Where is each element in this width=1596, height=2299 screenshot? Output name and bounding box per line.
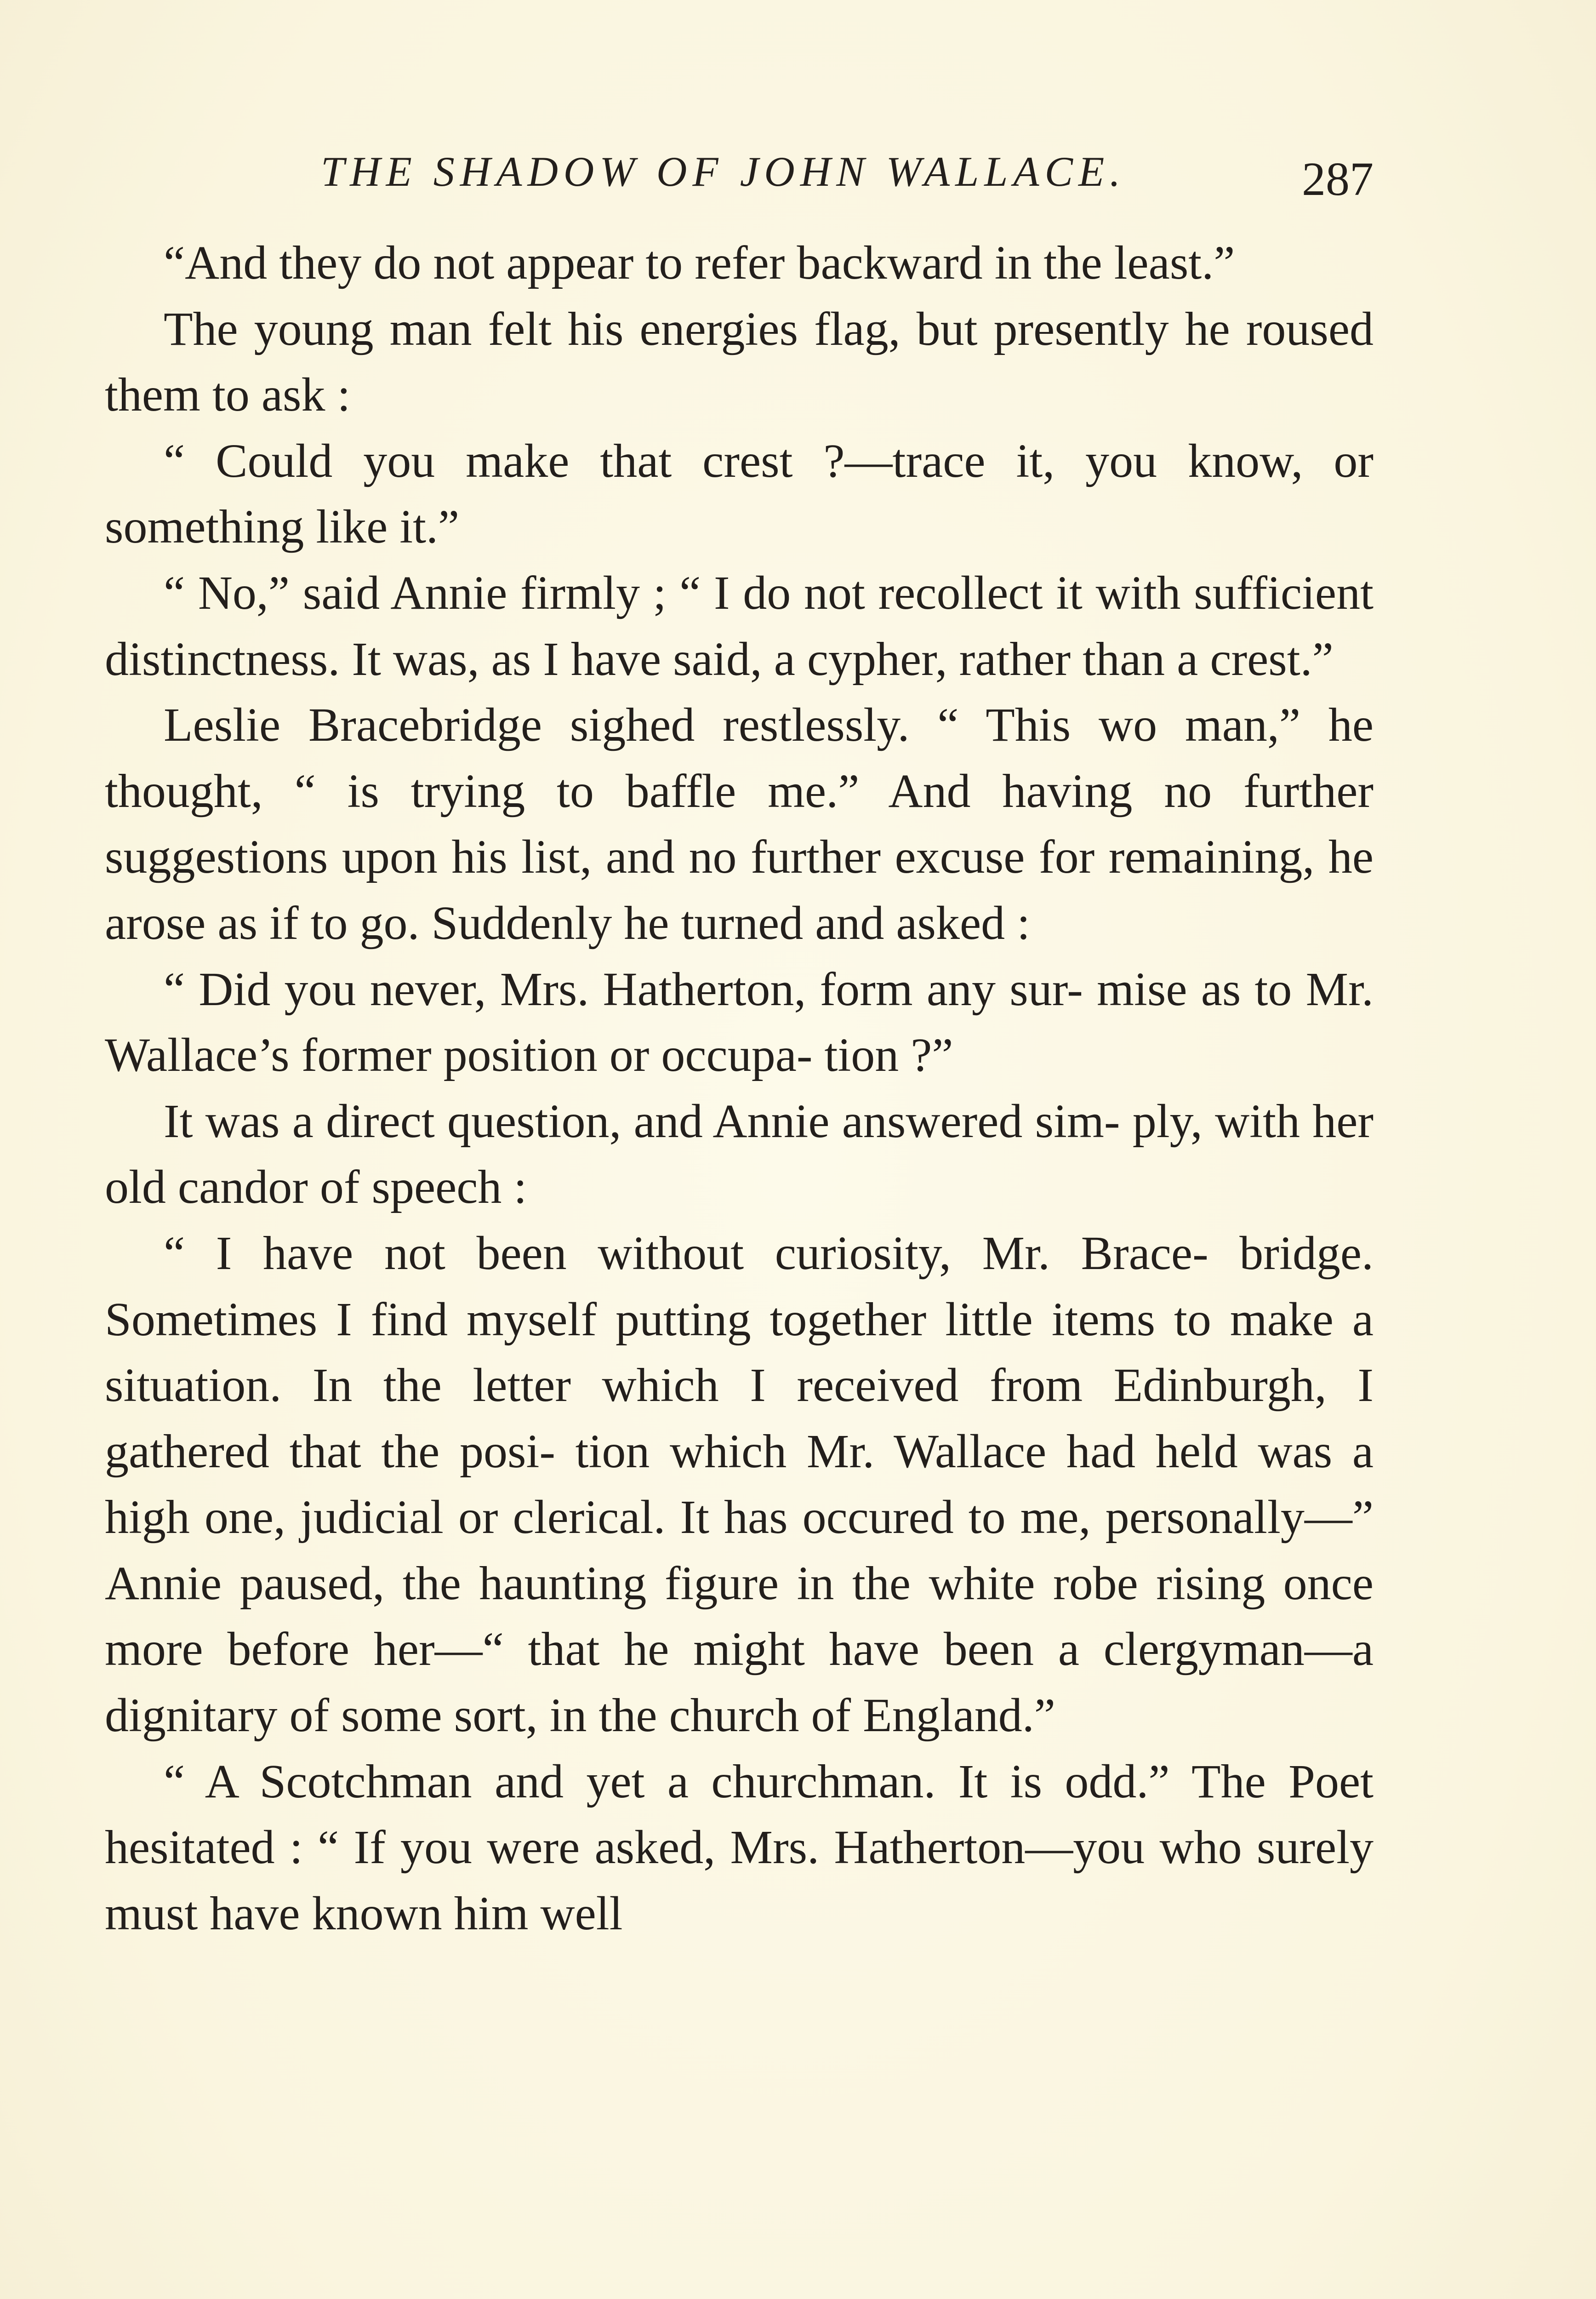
- paragraph-1: “And they do not appear to refer backward in the least.”: [164, 236, 1235, 289]
- paragraph-5: Leslie Bracebridge sighed restlessly. “ This wo man,” he thought, “ is trying to baffle me.” And having no further suggestions upon his list, and no further excuse for remaining, he arose as if to go. Suddenly he turned and asked :: [105, 698, 1374, 949]
- paragraph-7: It was a direct question, and Annie answered sim- ply, with her old candor of speech :: [105, 1094, 1374, 1214]
- paragraph-2: The young man felt his energies flag, but presently he roused them to ask :: [105, 302, 1374, 422]
- paragraph-6: “ Did you never, Mrs. Hatherton, form any sur- mise as to Mr. Wallace’s former position or occupa- tion ?”: [105, 962, 1374, 1082]
- paragraph-9: “ A Scotchman and yet a churchman. It is odd.” The Poet hesitated : “ If you were asked, Mrs. Hatherton—you who surely must have known him well: [105, 1755, 1374, 1940]
- paragraph-3: “ Could you make that crest ?—trace it, you know, or something like it.”: [105, 434, 1374, 554]
- body-text: [105, 230, 1374, 1946]
- paragraph-8: “ I have not been without curiosity, Mr. Brace- bridge. Sometimes I find myself putting together little items to make a situation. In the letter which I received from Edinburgh, I gathered that the posi- tion which Mr. Wallace had held was a high one, judicial or clerical. It has occured to me, personally—” Annie paused, the haunting figure in the white robe rising once more before her—“ that he might have been a clergyman—a dignitary of some sort, in the church of England.”: [105, 1226, 1374, 1742]
- paragraph-4: “ No,” said Annie firmly ; “ I do not recollect it with sufficient distinctness. It was, as I have said, a cypher, rather than a crest.”: [105, 566, 1374, 686]
- page-number: 287: [1302, 153, 1374, 206]
- running-head: [105, 138, 1374, 206]
- running-title: THE SHADOW OF JOHN WALLACE.: [321, 148, 1126, 195]
